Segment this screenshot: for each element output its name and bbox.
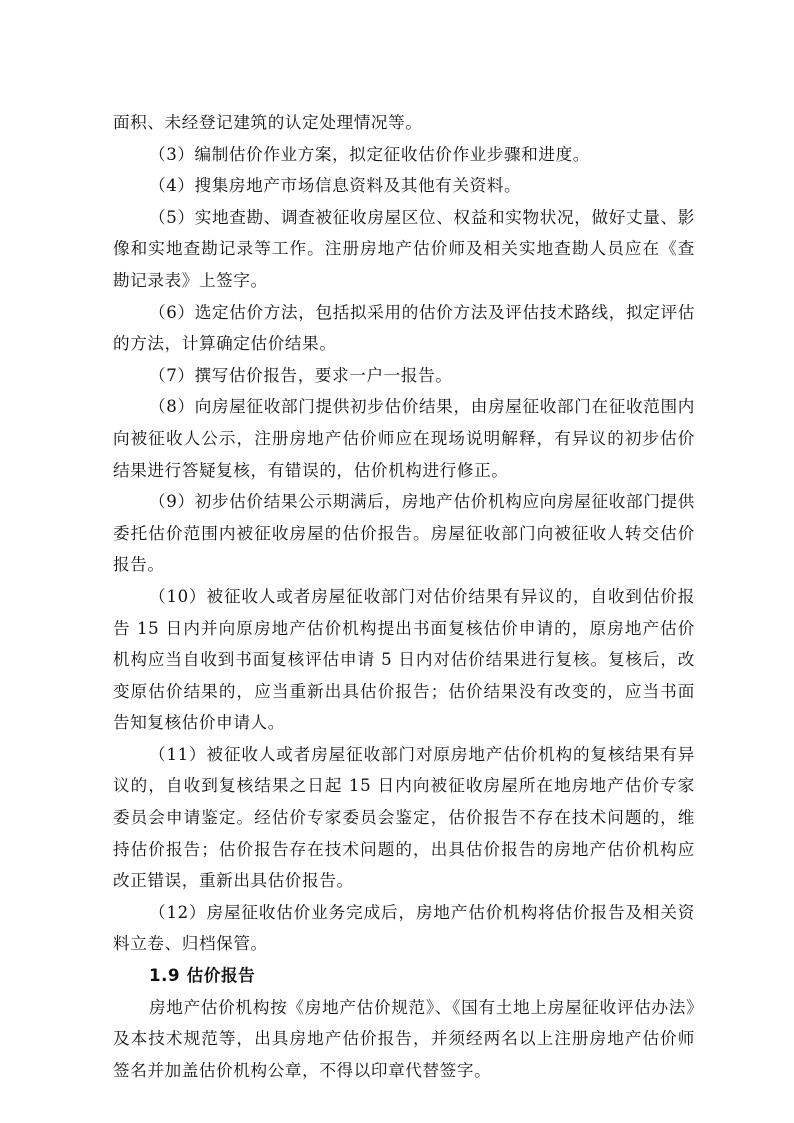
section-heading: 1.9 估价报告 xyxy=(149,966,256,986)
paragraph-item-12: （12）房屋征收估价业务完成后，房地产估价机构将估价报告及相关资料立卷、归档保管。 xyxy=(113,902,695,954)
paragraph-item-7: （7）撰写估价报告，要求一户一报告。 xyxy=(149,365,453,385)
paragraph-item-4: （4）搜集房地产市场信息资料及其他有关资料。 xyxy=(149,176,522,196)
paragraph-item-6: （6）选定估价方法，包括拟采用的估价方法及评估技术路线，拟定评估的方法，计算确定估价结果。 xyxy=(113,302,695,354)
paragraph-continuation: 面积、未经登记建筑的认定处理情况等。 xyxy=(113,113,423,132)
document-body xyxy=(113,107,695,1086)
paragraph-item-11: （11）被征收人或者房屋征收部门对原房地产估价机构的复核结果有异议的，自收到复核结果之日起 15 日内向被征收房屋所在地房地产估价专家委员会申请鉴定。经估价专家委员会鉴定，估价报告不存在技术问题的，维持估价报告；估价报告存在技术问题的，出具估价报告的房地产估价机构应改正错误，重新出具估价报告。 xyxy=(113,744,695,891)
paragraph-item-3: （3）编制估价作业方案，拟定征收估价作业步骤和进度。 xyxy=(149,144,590,164)
section-paragraph: 房地产估价机构按《房地产估价规范》、《国有土地上房屋征收评估办法》及本技术规范等，出具房地产估价报告，并须经两名以上注册房地产估价师签名并加盖估价机构公章，不得以印章代替签字。 xyxy=(113,997,695,1080)
paragraph-item-9: （9）初步估价结果公示期满后，房地产估价机构应向房屋征收部门提供委托估价范围内被征收房屋的估价报告。房屋征收部门向被征收人转交估价报告。 xyxy=(113,492,695,575)
paragraph-item-10: （10）被征收人或者房屋征收部门对估价结果有异议的，自收到估价报告 15 日内并向原房地产估价机构提出书面复核估价申请的，原房地产估价机构应当自收到书面复核评估申请 5 日内对估价结果进行复核。复核后，改变原估价结果的，应当重新出具估价报告；估价结果没有改变的，应当书面告知复核估价申请人。 xyxy=(113,586,695,733)
paragraph-item-5: （5）实地查勘、调查被征收房屋区位、权益和实物状况，做好丈量、影像和实地查勘记录等工作。注册房地产估价师及相关实地查勘人员应在《查勘记录表》上签字。 xyxy=(113,207,695,290)
paragraph-item-8: （8）向房屋征收部门提供初步估价结果，由房屋征收部门在征收范围内向被征收人公示，注册房地产估价师应在现场说明解释，有异议的初步估价结果进行答疑复核，有错误的，估价机构进行修正。 xyxy=(113,397,695,480)
